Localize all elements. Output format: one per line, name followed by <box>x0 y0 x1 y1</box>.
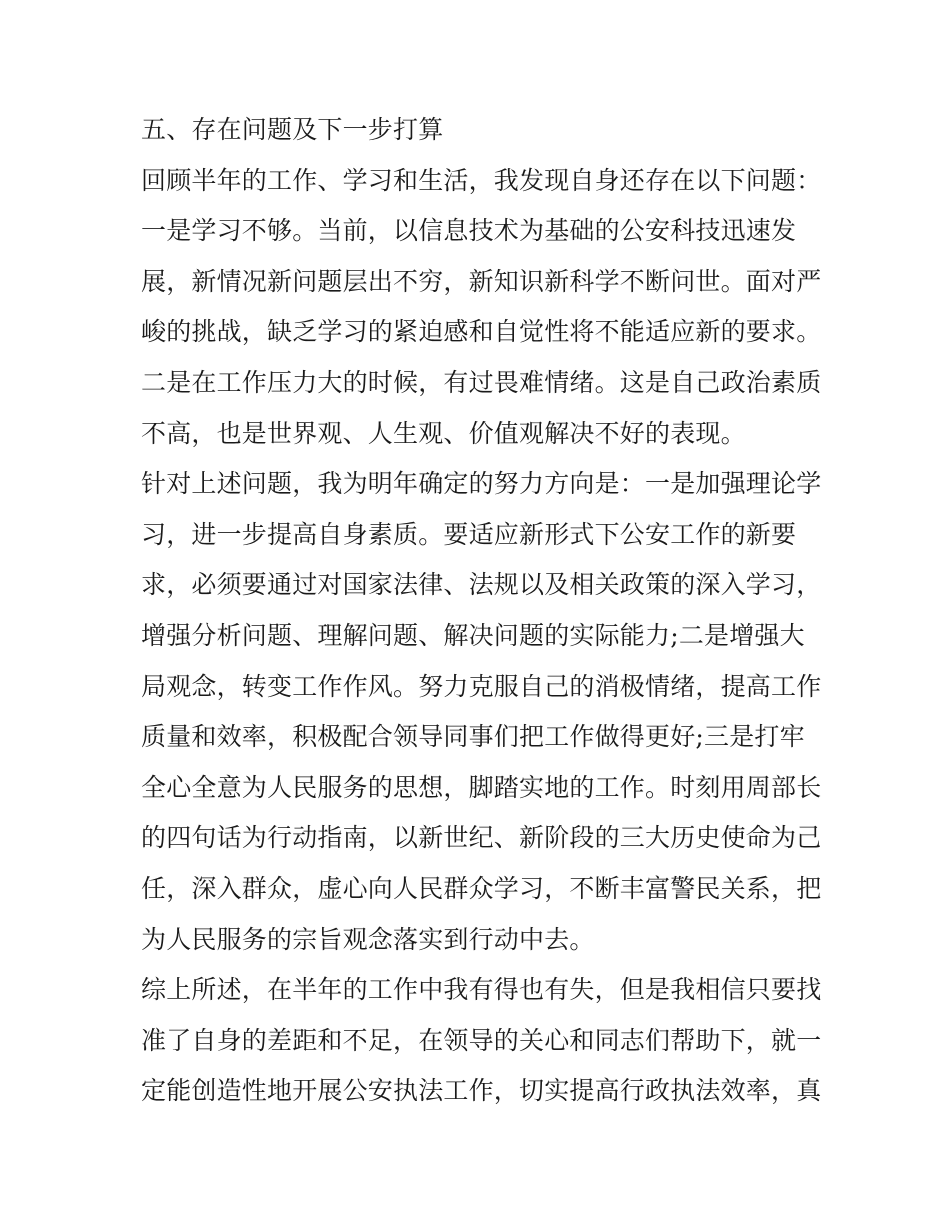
text-line-18: 综上所述，在半年的工作中我有得也有失，但是我相信只要找 <box>141 975 822 1005</box>
text-line-9: 习，进一步提高自身素质。要适应新形式下公安工作的新要 <box>141 519 797 549</box>
document-body <box>141 110 821 1122</box>
text-line-20: 定能创造性地开展公安执法工作，切实提高行政执法效率，真 <box>141 1076 822 1106</box>
text-line-2: 回顾半年的工作、学习和生活，我发现自身还存在以下问题： <box>141 165 822 195</box>
section-heading: 五、存在问题及下一步打算 <box>141 115 444 144</box>
text-line-7: 不高，也是世界观、人生观、价值观解决不好的表现。 <box>141 418 746 448</box>
text-line-12: 局观念，转变工作作风。努力克服自己的消极情绪，提高工作 <box>141 671 822 701</box>
text-line-4: 展，新情况新问题层出不穷，新知识新科学不断问世。面对严 <box>141 266 822 296</box>
text-line-17: 为人民服务的宗旨观念落实到行动中去。 <box>141 924 595 954</box>
text-line-11: 增强分析问题、理解问题、解决问题的实际能力;二是增强大 <box>141 620 805 650</box>
text-line-16: 任，深入群众，虚心向人民群众学习，不断丰富警民关系，把 <box>141 873 822 903</box>
text-line-14: 全心全意为人民服务的思想，脚踏实地的工作。时刻用周部长 <box>141 772 822 802</box>
text-line-10: 求，必须要通过对国家法律、法规以及相关政策的深入学习， <box>141 570 822 600</box>
text-line-13: 质量和效率，积极配合领导同事们把工作做得更好;三是打牢 <box>141 722 805 752</box>
text-line-19: 准了自身的差距和不足，在领导的关心和同志们帮助下，就一 <box>141 1025 822 1055</box>
text-line-5: 峻的挑战，缺乏学习的紧迫感和自觉性将不能适应新的要求。 <box>141 317 822 347</box>
text-line-3: 一是学习不够。当前，以信息技术为基础的公安科技迅速发 <box>141 216 797 246</box>
text-line-6: 二是在工作压力大的时候，有过畏难情绪。这是自己政治素质 <box>141 367 822 397</box>
text-line-8: 针对上述问题，我为明年确定的努力方向是：一是加强理论学 <box>141 469 822 499</box>
text-line-15: 的四句话为行动指南，以新世纪、新阶段的三大历史使命为己 <box>141 823 822 853</box>
